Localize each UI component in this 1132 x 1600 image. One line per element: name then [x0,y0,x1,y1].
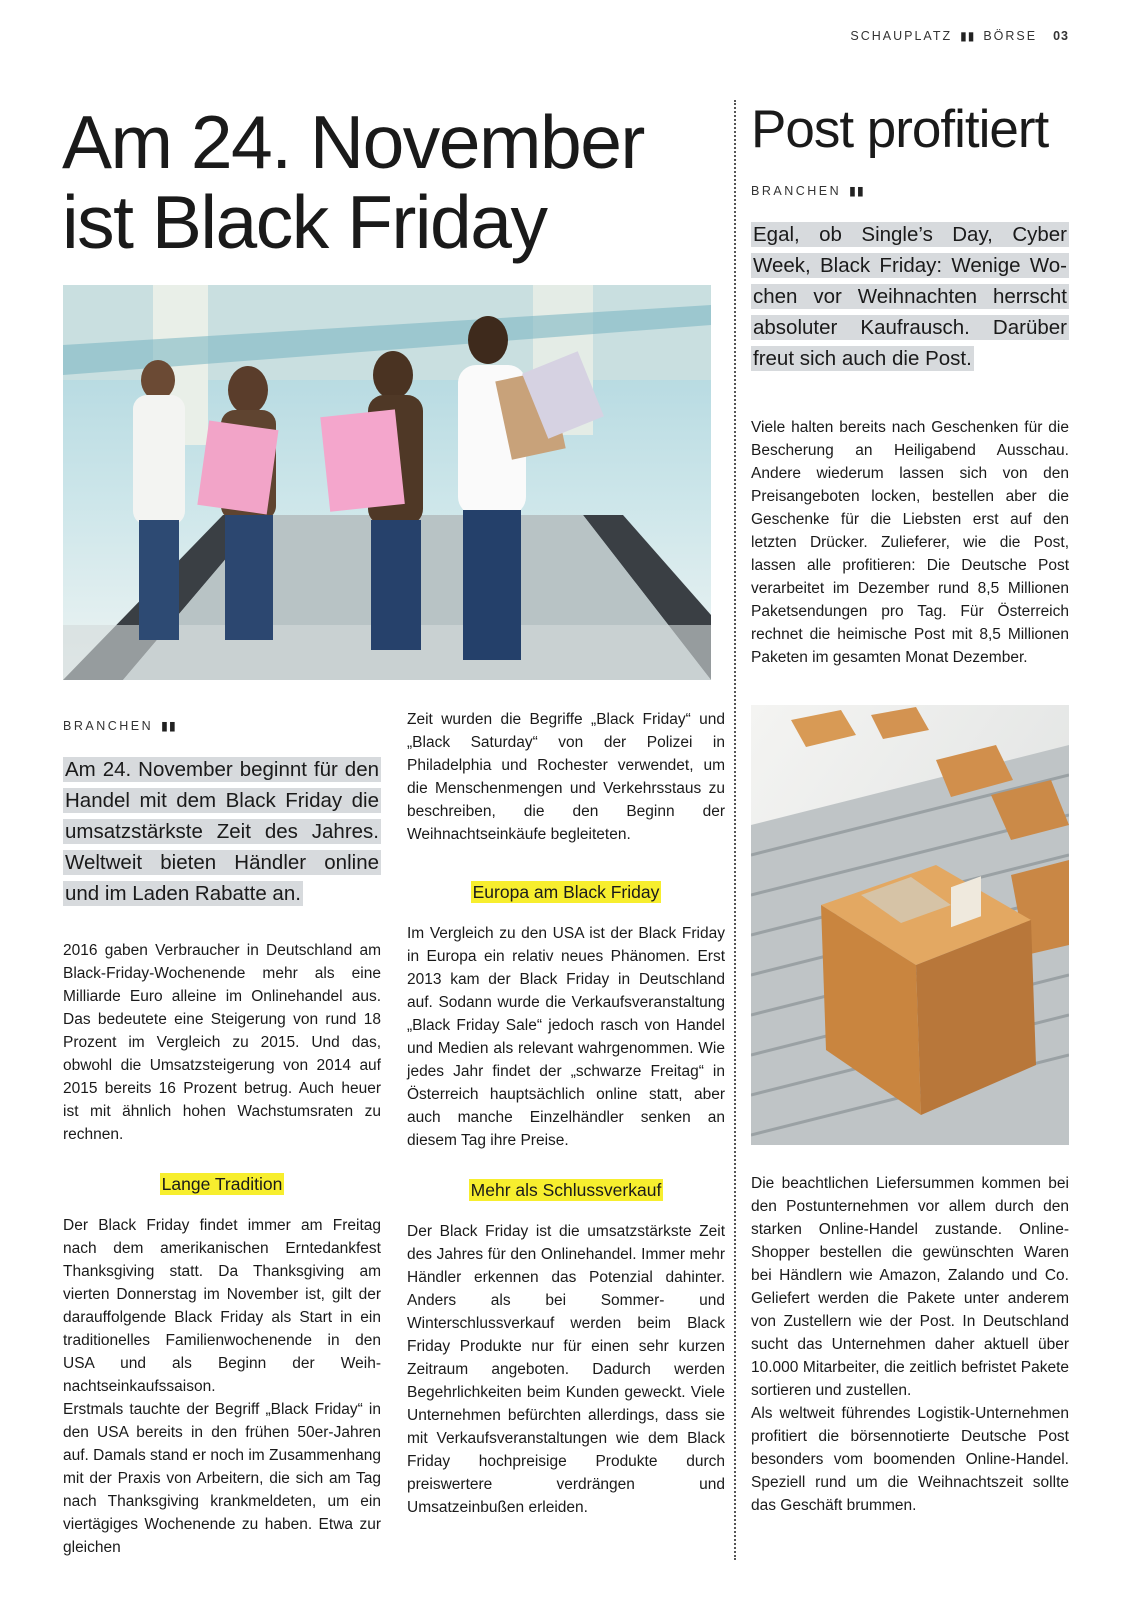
main-article-column-1 [63,715,381,1559]
main-article-body-1 [63,939,381,1559]
paragraph: Der Black Friday findet immer am Freitag nach dem amerikanischen Erntedankfest Thanksgiving statt. Da Thanksgiving am vierten Donnerstag im November ist, gilt der darauffolgende Black Friday als Start in ein traditionelles Familienwochenende in den USA und als Beginn der Weihnachtseinkaufssaison. [63,1217,381,1395]
paragraph: Als weltweit führendes Logistik-Unternehmen profitiert die börsennotierte Deutsche Post besonders vom boomenden Online-Handel. Speziell rund um die Weihnachtszeit sollte das Geschäft brummen. [751,1405,1069,1514]
main-article-lead [63,754,381,909]
tag-separator-icon: ▮▮ [849,184,865,198]
lead-text: Am 24. November beginnt für den Handel mit dem Black Friday die umsatzstärkste Zeit des Jahres. Weltweit bieten Händler online und im Laden Rabatte an. [65,758,379,905]
shoppers-photo [63,285,711,680]
parcels-illustration [751,705,1069,1145]
paragraph: Zeit wurden die Begriffe „Black Friday“ und „Black Saturday“ von der Polizei in Philadelphia und Rochester verwendet, um die Menschenmengen und Verkehrsstaus zu beschreiben, die den Beginn der Weihnachtseinkäufe begleiteten. [407,711,725,843]
page-number: 03 [1053,29,1069,43]
main-article-tag [63,715,381,738]
tag-separator-icon: ▮▮ [161,719,177,733]
paragraph: Im Vergleich zu den USA ist der Black Friday in Europa ein relativ neues Phänomen. Erst 2013 kam der Black Friday in Deutschland auf. Sodann wurde die Verkaufsveranstaltung „Black Friday Sale“ jedoch rasch von Handel und Medien als relevant wahrgenommen. Wie jedes Jahr findet der „schwarze Freitag“ in Österreich hauptsächlich online statt, aber auch manche Einzelhändler senken an diesem Tag ihre Preise. [407,925,725,1149]
side-article-body-1 [751,416,1069,669]
subheading-text: Mehr als Schlussverkauf [470,1180,662,1200]
parcels-photo [751,705,1069,1145]
paragraph: Viele halten bereits nach Geschenken für die Bescherung an Heiligabend Ausschau. Andere wiederum lassen sich von den Preisangeboten locken, bestellen aber die Geschenke für die Liebsten erst auf den letzten Drücker. Zulieferer, wie die Post, lassen alle profitieren: Die Deutsche Post verarbeitet im Dezember rund 8,5 Millionen Paketsendungen pro Tag. Für Österreich rechnet die heimische Post mit 8,5 Millionen Paketen im gesamten Monat Dezember. [751,419,1069,666]
main-article-column-2 [407,708,725,1519]
subheading-text: Lange Tradition [161,1174,283,1194]
header-separator-icon: ▮▮ [960,29,976,43]
paragraph: Der Black Friday ist die umsatzstärkste Zeit des Jahres für den Onlinehandel. Immer mehr Händler erkennen das Potenzial dahinter. Anders als bei Sommer- und Winterschlussverkauf werden beim Black Friday Produkte nur für einen sehr kurzen Zeitraum angeboten. Dadurch werden Begehrlichkeiten beim Kunden geweckt. Viele Unternehmen befürchten allerdings, dass sie mit Verkaufsveranstaltungen wie dem Black Friday hochpreisige Produkte durch preiswertere verdrängen und Umsatzeinbußen erleiden. [407,1223,725,1516]
page-header [850,29,1069,43]
side-article-body-2 [751,1172,1069,1517]
side-article-lead [751,219,1069,374]
side-article-continued [751,1172,1069,1517]
subheading [407,1178,725,1202]
side-article-tag [751,180,1069,203]
paragraph: 2016 gaben Verbraucher in Deutschland am Black-Friday-Wochenende mehr als eine Milliarde Euro alleine im Onlinehandel aus. Das bedeutete eine Steigerung von rund 18 Prozent im Vergleich zu 2015. Und das, obwohl die Umsatzsteigerung von 2014 auf 2015 bereits 16 Prozent betrug. Auch heuer ist mit ähnlich hohen Wachstumsraten zu rechnen. [63,942,381,1143]
tag-label: BRANCHEN [63,719,154,733]
paragraph: Die beachtlichen Liefersummen kommen bei den Postunternehmen vor allem durch den starken Online-Handel zustande. Online-Shopper bestellen die gewünschten Waren bei Händlern wie Amazon, Zalando und Co. Geliefert werden die Pakete unter anderem von Zustellern wie der Post. In Deutschland sucht das Unternehmen daher aktuell über 10.000 Mitarbeiter, die zeitlich befristet Pakete sortieren und zustellen. [751,1175,1069,1399]
subheading [63,1172,381,1196]
paragraph: Erstmals tauchte der Begriff „Black Friday“ in den USA bereits in den frühen 50er-Jahren auf. Damals stand er noch im Zusammenhang mit der Praxis von Arbeitern, die sich am Tag nach Thanksgiving krankmeldeten, um ein viertägiges Wochenende zu haben. Etwa zur gleichen [63,1401,381,1556]
shoppers-illustration [63,285,711,680]
side-article-title: Post profitiert [751,100,1049,159]
main-article-title [62,102,702,262]
tag-label: BRANCHEN [751,184,842,198]
title-line-1: Am 24. November [62,100,644,184]
lead-text: Egal, ob Single’s Day, Cyber Week, Black Friday: Wenige Wochen vor Weihnachten herrscht absoluter Kaufrausch. Darüber freut sich auch die Post. [753,223,1067,370]
subheading [407,880,725,904]
title-line-2: ist Black Friday [62,180,547,264]
header-section: SCHAUPLATZ [850,29,953,43]
column-divider [734,100,736,1560]
main-article-body-2 [407,708,725,1519]
subheading-text: Europa am Black Friday [472,882,660,902]
side-article [751,100,1069,669]
header-subsection: BÖRSE [983,29,1038,43]
